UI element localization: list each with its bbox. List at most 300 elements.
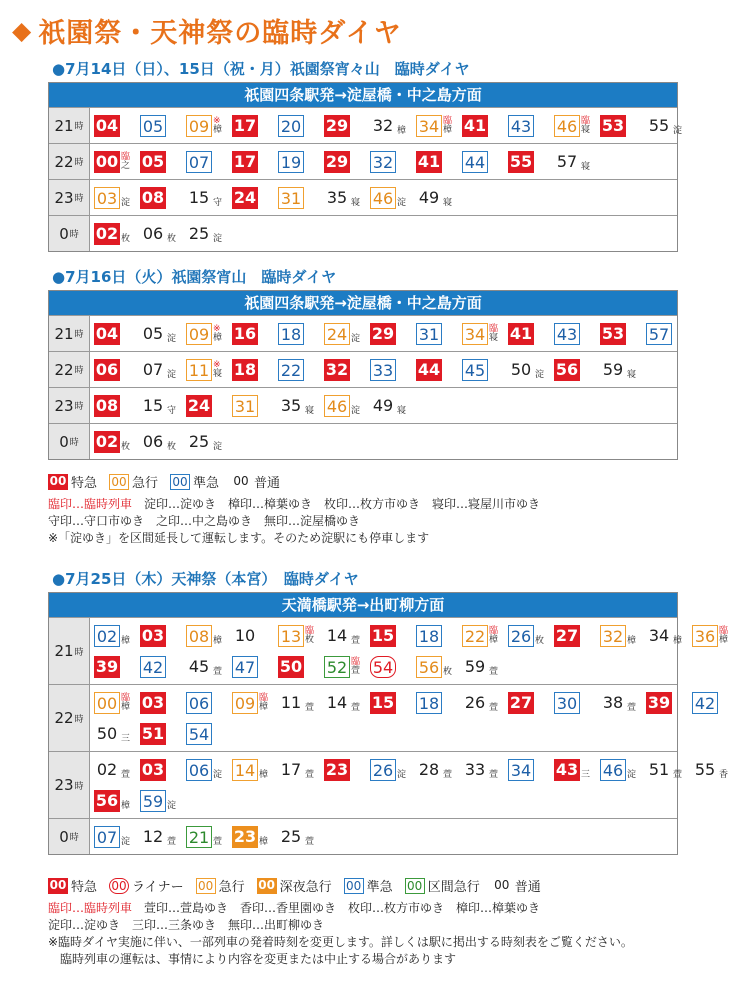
destination-mark: 守 <box>213 197 223 208</box>
departure <box>508 691 554 715</box>
departure <box>370 624 416 648</box>
departure-minute: 09 <box>232 692 258 714</box>
departure-minute: 15 <box>371 692 395 712</box>
destination-mark: 萱 <box>305 702 315 713</box>
table-header: 天満橋駅発→出町柳方面 <box>49 593 677 617</box>
departure <box>232 758 278 782</box>
departure-minute: 34 <box>648 625 670 645</box>
departure-minute: 05 <box>140 115 166 137</box>
departure <box>94 655 140 679</box>
departure <box>278 114 324 138</box>
departure <box>278 624 324 648</box>
destination-mark: 寝 <box>397 405 407 416</box>
destination-mark: 萱 <box>213 836 223 847</box>
hour-label <box>49 216 90 251</box>
departure <box>692 691 738 715</box>
departure-minute: 25 <box>188 431 210 451</box>
departure-minute: 29 <box>325 151 349 171</box>
departure <box>646 114 692 138</box>
legend-swatch: 00 <box>49 877 67 892</box>
departure-minute: 59 <box>464 656 486 676</box>
departure <box>186 825 232 849</box>
departure-minute: 46 <box>600 759 626 781</box>
departure <box>186 358 232 382</box>
departure-minute: 18 <box>233 359 257 379</box>
destination-mark: 萱 <box>121 769 131 780</box>
legend-item <box>48 876 97 895</box>
destination-mark: 淀 <box>167 369 177 380</box>
departure <box>600 691 646 715</box>
departure-line <box>94 390 673 421</box>
departure <box>186 222 232 246</box>
legend-item <box>257 876 332 895</box>
destination-mark: 枚 <box>121 233 131 244</box>
departure-mark <box>489 325 498 343</box>
hour-value: 0 <box>59 827 69 846</box>
legend-item <box>48 472 97 491</box>
destination-mark: 樟 <box>627 635 637 646</box>
departure-mark <box>305 627 314 645</box>
departure <box>416 758 462 782</box>
hour-label <box>49 144 90 179</box>
destination-mark: 寝 <box>443 197 453 208</box>
special-mark: 臨 <box>351 656 361 667</box>
departure-minute: 17 <box>233 151 257 171</box>
hour-row <box>49 315 677 351</box>
departure-minute: 13 <box>278 625 304 647</box>
departure-minute: 50 <box>510 359 532 379</box>
departure <box>186 691 232 715</box>
departure-minute: 42 <box>692 692 718 714</box>
departure <box>554 358 600 382</box>
departure-minute: 59 <box>140 790 166 812</box>
departure <box>462 114 508 138</box>
departure-minute: 23 <box>233 826 257 846</box>
departure-minute: 56 <box>95 790 119 810</box>
departure-minute: 41 <box>417 151 441 171</box>
departure-line <box>94 318 692 349</box>
departure-minute: 38 <box>602 692 624 712</box>
destination-mark: 萱 <box>443 769 453 780</box>
departure <box>140 394 186 418</box>
departure-minute: 04 <box>95 323 119 343</box>
departure <box>186 430 232 454</box>
departure <box>232 150 278 174</box>
destination-mark: 淀 <box>213 233 223 244</box>
destination-mark: 淀 <box>397 769 407 780</box>
departure-minute: 29 <box>325 115 349 135</box>
departure-minute: 46 <box>370 187 396 209</box>
hour-row <box>49 387 677 423</box>
departure <box>324 691 370 715</box>
departure-minute: 41 <box>509 323 533 343</box>
departure <box>278 394 324 418</box>
destination-mark: 樟 <box>489 634 499 645</box>
destination-mark: 萱 <box>213 666 223 677</box>
departure <box>416 114 462 138</box>
departure-mark <box>259 694 268 712</box>
destination-mark: 樟 <box>121 701 131 712</box>
departure <box>232 358 278 382</box>
departures <box>90 108 696 143</box>
departure <box>94 624 140 648</box>
departure <box>554 691 600 715</box>
departure-minute: 31 <box>416 323 442 345</box>
hour-label <box>49 388 90 423</box>
departure-minute: 46 <box>554 115 580 137</box>
destination-mark: 萱 <box>351 702 361 713</box>
legend-label: 準急 <box>366 880 393 895</box>
departure-minute: 14 <box>326 692 348 712</box>
departure-minute: 35 <box>326 187 348 207</box>
departure-minute: 15 <box>188 187 210 207</box>
departure <box>186 655 232 679</box>
legend-swatch: 00 <box>196 878 216 894</box>
departures <box>90 352 677 387</box>
destination-mark: 寝 <box>213 368 223 379</box>
departure-minute: 31 <box>232 395 258 417</box>
departure <box>324 150 370 174</box>
departure <box>416 186 462 210</box>
departure <box>232 394 278 418</box>
departure <box>278 825 324 849</box>
departure <box>324 624 370 648</box>
notes-1 <box>48 496 540 547</box>
departure <box>370 758 416 782</box>
departure-minute: 32 <box>372 115 394 135</box>
departure <box>232 322 278 346</box>
departure <box>324 114 370 138</box>
departure <box>646 691 692 715</box>
departure <box>324 394 370 418</box>
departure-minute: 29 <box>371 323 395 343</box>
departure <box>370 655 416 679</box>
departure-minute: 34 <box>462 323 488 345</box>
departure <box>416 655 462 679</box>
legend-swatch: 00 <box>344 878 364 894</box>
departure <box>646 624 692 648</box>
section-subtitle-3: ●7月25日（木）天神祭（本宮） 臨時ダイヤ <box>52 570 359 588</box>
destination-mark: 萱 <box>351 665 361 676</box>
hour-value: 23 <box>54 396 74 415</box>
special-mark: 臨 <box>121 692 131 703</box>
hour-value: 21 <box>54 116 74 135</box>
departure <box>370 691 416 715</box>
timetable-3 <box>48 592 729 855</box>
departure-minute: 25 <box>280 826 302 846</box>
departure-minute: 08 <box>95 395 119 415</box>
hour-suffix: 時 <box>74 714 84 725</box>
destination-mark: 淀 <box>121 197 131 208</box>
departure <box>416 150 462 174</box>
departure-minute: 39 <box>95 656 119 676</box>
destination-mark: 萱 <box>351 635 361 646</box>
destination-mark: 淀 <box>167 800 177 811</box>
departure <box>646 758 692 782</box>
departure-minute: 10 <box>234 625 256 645</box>
table-header: 祇園四条駅発→淀屋橋・中之島方面 <box>49 291 677 315</box>
departure <box>140 624 186 648</box>
departure-minute: 11 <box>186 359 212 381</box>
departure-line <box>94 821 673 852</box>
departure <box>278 358 324 382</box>
destination-mark: 枚 <box>535 635 545 646</box>
hour-label <box>49 180 90 215</box>
destination-mark: 樟 <box>121 800 131 811</box>
departure-line <box>94 620 738 651</box>
departure-minute: 54 <box>186 723 212 745</box>
departure-line <box>94 110 692 141</box>
destination-mark: 淀 <box>213 441 223 452</box>
diamond-icon: ◆ <box>12 15 33 45</box>
legend-2 <box>48 876 553 895</box>
legend-swatch: 00 <box>258 877 275 892</box>
departure-minute: 17 <box>280 759 302 779</box>
destination-mark: 枚 <box>167 441 177 452</box>
departure-minute: 17 <box>233 115 257 135</box>
special-mark: 臨 <box>259 692 269 703</box>
departure-minute: 06 <box>186 759 212 781</box>
departure-line <box>94 426 673 457</box>
departure-minute: 15 <box>142 395 164 415</box>
destination-mark: 寝 <box>627 369 637 380</box>
special-mark: 臨 <box>305 625 315 636</box>
destination-mark: 樟 <box>259 836 269 847</box>
destination-mark: 淀 <box>535 369 545 380</box>
departure-mark <box>581 117 590 135</box>
departure <box>692 758 738 782</box>
destination-mark: 香 <box>719 769 729 780</box>
destination-mark: 樟 <box>121 635 131 646</box>
legend-item <box>109 876 184 895</box>
departure-minute: 47 <box>232 656 258 678</box>
legend-swatch: 00 <box>49 473 67 488</box>
departure-minute: 26 <box>508 625 534 647</box>
destination-mark: 三 <box>581 769 591 780</box>
departure <box>554 114 600 138</box>
departure <box>324 358 370 382</box>
destination-mark: 淀 <box>397 197 407 208</box>
departure-minute: 06 <box>142 431 164 451</box>
departure-minute: 51 <box>141 723 165 743</box>
legend-item <box>405 876 480 895</box>
departure-minute: 03 <box>94 187 120 209</box>
legend-item <box>344 876 393 895</box>
departure-minute: 22 <box>278 359 304 381</box>
departure-minute: 51 <box>648 759 670 779</box>
destination-mark: 樟 <box>397 125 407 136</box>
departure-minute: 03 <box>141 692 165 712</box>
departure-line <box>94 651 738 682</box>
departure-minute: 06 <box>142 223 164 243</box>
departure-minute: 14 <box>232 759 258 781</box>
departure-minute: 12 <box>142 826 164 846</box>
table-header: 祇園四条駅発→淀屋橋・中之島方面 <box>49 83 677 107</box>
departure <box>94 114 140 138</box>
hour-suffix: 時 <box>74 194 84 204</box>
departure <box>94 722 140 746</box>
departure <box>94 789 140 813</box>
departure-minute: 02 <box>94 625 120 647</box>
legend-label: 急行 <box>218 880 245 895</box>
destination-mark: 樟 <box>259 701 269 712</box>
departures <box>90 752 742 818</box>
departure <box>94 358 140 382</box>
departure <box>140 430 186 454</box>
departure <box>94 394 140 418</box>
destination-mark: 樟 <box>213 635 223 646</box>
note-line: 淀印…淀ゆき 樟印…樟葉ゆき 枚印…枚方市ゆき 寝印…寝屋川市ゆき <box>132 497 541 511</box>
departure-minute: 34 <box>416 115 442 137</box>
departure-minute: 16 <box>233 323 257 343</box>
legend-label: 特急 <box>71 476 98 491</box>
departures <box>90 388 677 423</box>
departure <box>508 758 554 782</box>
departure-line <box>94 754 738 785</box>
departure-minute: 53 <box>601 115 625 135</box>
departure-minute: 55 <box>648 115 670 135</box>
hour-label <box>49 819 90 854</box>
departure-line <box>94 182 673 213</box>
departure <box>186 758 232 782</box>
section-subtitle-1: ●7月14日（日）、15日（祝・月）祇園祭宵々山 臨時ダイヤ <box>52 60 470 78</box>
departure <box>600 624 646 648</box>
departures <box>90 819 677 854</box>
hour-label <box>49 618 90 684</box>
destination-mark: 萱 <box>305 769 315 780</box>
departure <box>232 825 278 849</box>
destination-mark: 寝 <box>581 161 591 172</box>
special-mark: 臨 <box>489 625 499 636</box>
departure-minute: 36 <box>692 625 718 647</box>
departure <box>370 322 416 346</box>
legend-label: 準急 <box>193 476 220 491</box>
destination-mark: 萱 <box>489 702 499 713</box>
destination-mark: 萱 <box>489 666 499 677</box>
hour-label <box>49 316 90 351</box>
departure <box>508 114 554 138</box>
note-line: 臨時列車の運転は、事情により内容を変更または中止する場合があります <box>48 952 457 966</box>
departure <box>186 114 232 138</box>
departure-minute: 46 <box>324 395 350 417</box>
destination-mark: 萱 <box>627 702 637 713</box>
departure <box>416 322 462 346</box>
destination-mark: 樟 <box>443 124 453 135</box>
hour-suffix: 時 <box>74 647 84 658</box>
page-title <box>12 10 402 50</box>
departure-minute: 07 <box>186 151 212 173</box>
departure-minute: 02 <box>96 759 118 779</box>
departure-minute: 32 <box>325 359 349 379</box>
hour-label <box>49 752 90 818</box>
departure-minute: 55 <box>694 759 716 779</box>
departure-minute: 26 <box>370 759 396 781</box>
departure <box>94 322 140 346</box>
departure <box>462 150 508 174</box>
departure-minute: 44 <box>462 151 488 173</box>
departure <box>186 322 232 346</box>
departure-minute: 22 <box>462 625 488 647</box>
departure <box>692 624 738 648</box>
departure-minute: 04 <box>95 115 119 135</box>
special-mark: 臨 <box>489 323 499 334</box>
departure-minute: 25 <box>188 223 210 243</box>
departure-minute: 32 <box>370 151 396 173</box>
departure <box>462 691 508 715</box>
departure-minute: 08 <box>141 187 165 207</box>
departure <box>554 150 600 174</box>
departure <box>186 186 232 210</box>
legend-swatch: 00 <box>494 877 510 892</box>
departure <box>324 758 370 782</box>
destination-mark: 寝 <box>489 332 499 343</box>
hour-suffix: 時 <box>74 122 84 132</box>
timetable-2 <box>48 290 678 460</box>
departure <box>140 322 186 346</box>
legend-label: 特急 <box>71 880 98 895</box>
departure-minute: 23 <box>325 759 349 779</box>
departure <box>508 624 554 648</box>
note-line: 萱印…萱島ゆき 香印…香里園ゆき 枚印…枚方市ゆき 樟印…樟葉ゆき <box>132 901 541 915</box>
departure-minute: 18 <box>416 625 442 647</box>
departure <box>278 758 324 782</box>
legend-item <box>196 876 245 895</box>
departure <box>186 722 232 746</box>
hour-label <box>49 352 90 387</box>
departure <box>416 358 462 382</box>
departure-minute: 06 <box>95 359 119 379</box>
departure <box>508 322 554 346</box>
hour-label <box>49 108 90 143</box>
departure <box>278 655 324 679</box>
departure-minute: 34 <box>508 759 534 781</box>
departure-minute: 57 <box>646 323 672 345</box>
departure-minute: 07 <box>142 359 164 379</box>
departure-minute: 09 <box>186 115 212 137</box>
departure <box>370 394 416 418</box>
departure <box>232 655 278 679</box>
destination-mark: 之 <box>121 160 131 171</box>
departure-mark <box>351 658 360 676</box>
departure <box>600 114 646 138</box>
departure-line <box>94 718 738 749</box>
departure <box>140 789 186 813</box>
departure-minute: 43 <box>508 115 534 137</box>
destination-mark: 樟 <box>213 124 223 135</box>
departure-line <box>94 218 673 249</box>
destination-mark: 樟 <box>213 332 223 343</box>
departure-mark <box>121 153 130 171</box>
departure-minute: 49 <box>418 187 440 207</box>
departure <box>278 186 324 210</box>
departure-mark <box>213 117 222 135</box>
departure-mark <box>443 117 452 135</box>
departure <box>370 114 416 138</box>
destination-mark: 守 <box>167 405 177 416</box>
departure-minute: 49 <box>372 395 394 415</box>
departure-line <box>94 354 673 385</box>
departure-minute: 05 <box>142 323 164 343</box>
departure <box>140 114 186 138</box>
destination-mark: 樟 <box>673 635 683 646</box>
hour-label <box>49 685 90 751</box>
destination-mark: 淀 <box>673 125 683 136</box>
departure <box>94 758 140 782</box>
hour-row <box>49 143 677 179</box>
departure <box>94 186 140 210</box>
departure <box>186 394 232 418</box>
departure-minute: 07 <box>94 826 120 848</box>
